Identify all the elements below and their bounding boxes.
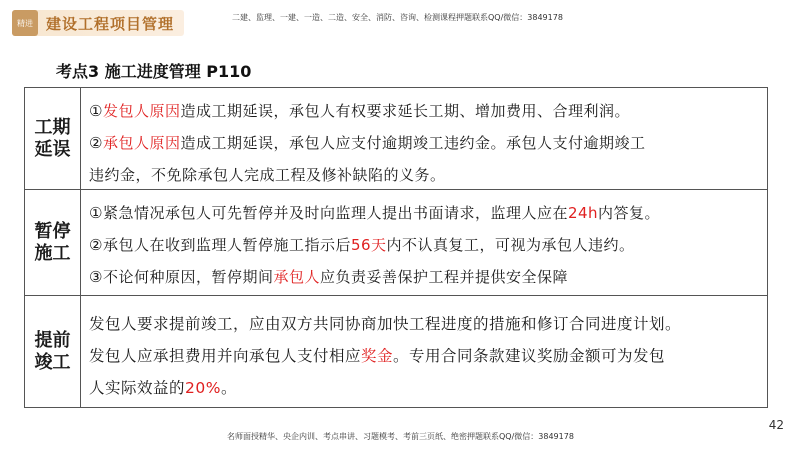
highlight-text: 承包人 [273, 268, 320, 286]
highlight-text: 发包人原因 [102, 102, 181, 120]
content-line: 人实际效益的20%。 [89, 379, 237, 397]
highlight-text: 奖金 [361, 347, 394, 365]
logo-badge: 精进 [12, 10, 38, 36]
row-content [81, 190, 767, 295]
table-row [25, 296, 767, 407]
highlight-text: 20% [185, 379, 221, 397]
highlight-text: 56天 [350, 236, 387, 254]
table-row [25, 190, 767, 296]
row-label: 提前竣工 [34, 329, 71, 373]
section-title: 考点3 施工进度管理 P110 [56, 62, 252, 81]
row-label-cell [25, 296, 81, 407]
content-line: ②承包人原因造成工期延误，承包人应支付逾期竣工违约金。承包人支付逾期竣工 [89, 134, 646, 152]
header [0, 0, 800, 46]
brand-logo [12, 10, 184, 36]
footer-contact-note: 名师面授精华、央企内训、考点串讲、习题模考、考前三页纸、绝密押题联系QQ/微信：3849178 [227, 432, 574, 441]
table-row [25, 88, 767, 190]
logo-title: 建设工程项目管理 [46, 14, 175, 33]
content-line: ①发包人原因造成工期延误，承包人有权要求延长工期、增加费用、合理利润。 [89, 102, 630, 120]
highlight-text: 24h [567, 204, 599, 222]
content-line: 发包人要求提前竣工，应由双方共同协商加快工程进度的措施和修订合同进度计划。 [89, 315, 682, 333]
row-content [81, 296, 767, 407]
row-content [81, 88, 767, 189]
content-line: 违约金，不免除承包人完成工程及修补缺陷的义务。 [89, 166, 446, 184]
row-label-cell [25, 190, 81, 295]
row-label-cell [25, 88, 81, 189]
top-contact-note: 二建、监理、一建、一造、二造、安全、消防、咨询、检测课程押题联系QQ/微信：3849178 [232, 13, 563, 22]
page-number: 42 [768, 418, 784, 432]
row-label: 工期延误 [34, 116, 71, 160]
content-line: ③不论何种原因，暂停期间承包人应负责妥善保护工程并提供安全保障 [89, 268, 568, 286]
content-line: 发包人应承担费用并向承包人支付相应奖金。专用合同条款建议奖励金额可为发包 [89, 347, 666, 365]
highlight-text: 承包人原因 [102, 134, 181, 152]
content-line: ②承包人在收到监理人暂停施工指示后56天内不认真复工，可视为承包人违约。 [89, 236, 635, 254]
content-table [24, 87, 768, 408]
content-line: ①紧急情况承包人可先暂停并及时向监理人提出书面请求，监理人应在24h内答复。 [89, 204, 661, 222]
row-label: 暂停施工 [34, 220, 71, 264]
